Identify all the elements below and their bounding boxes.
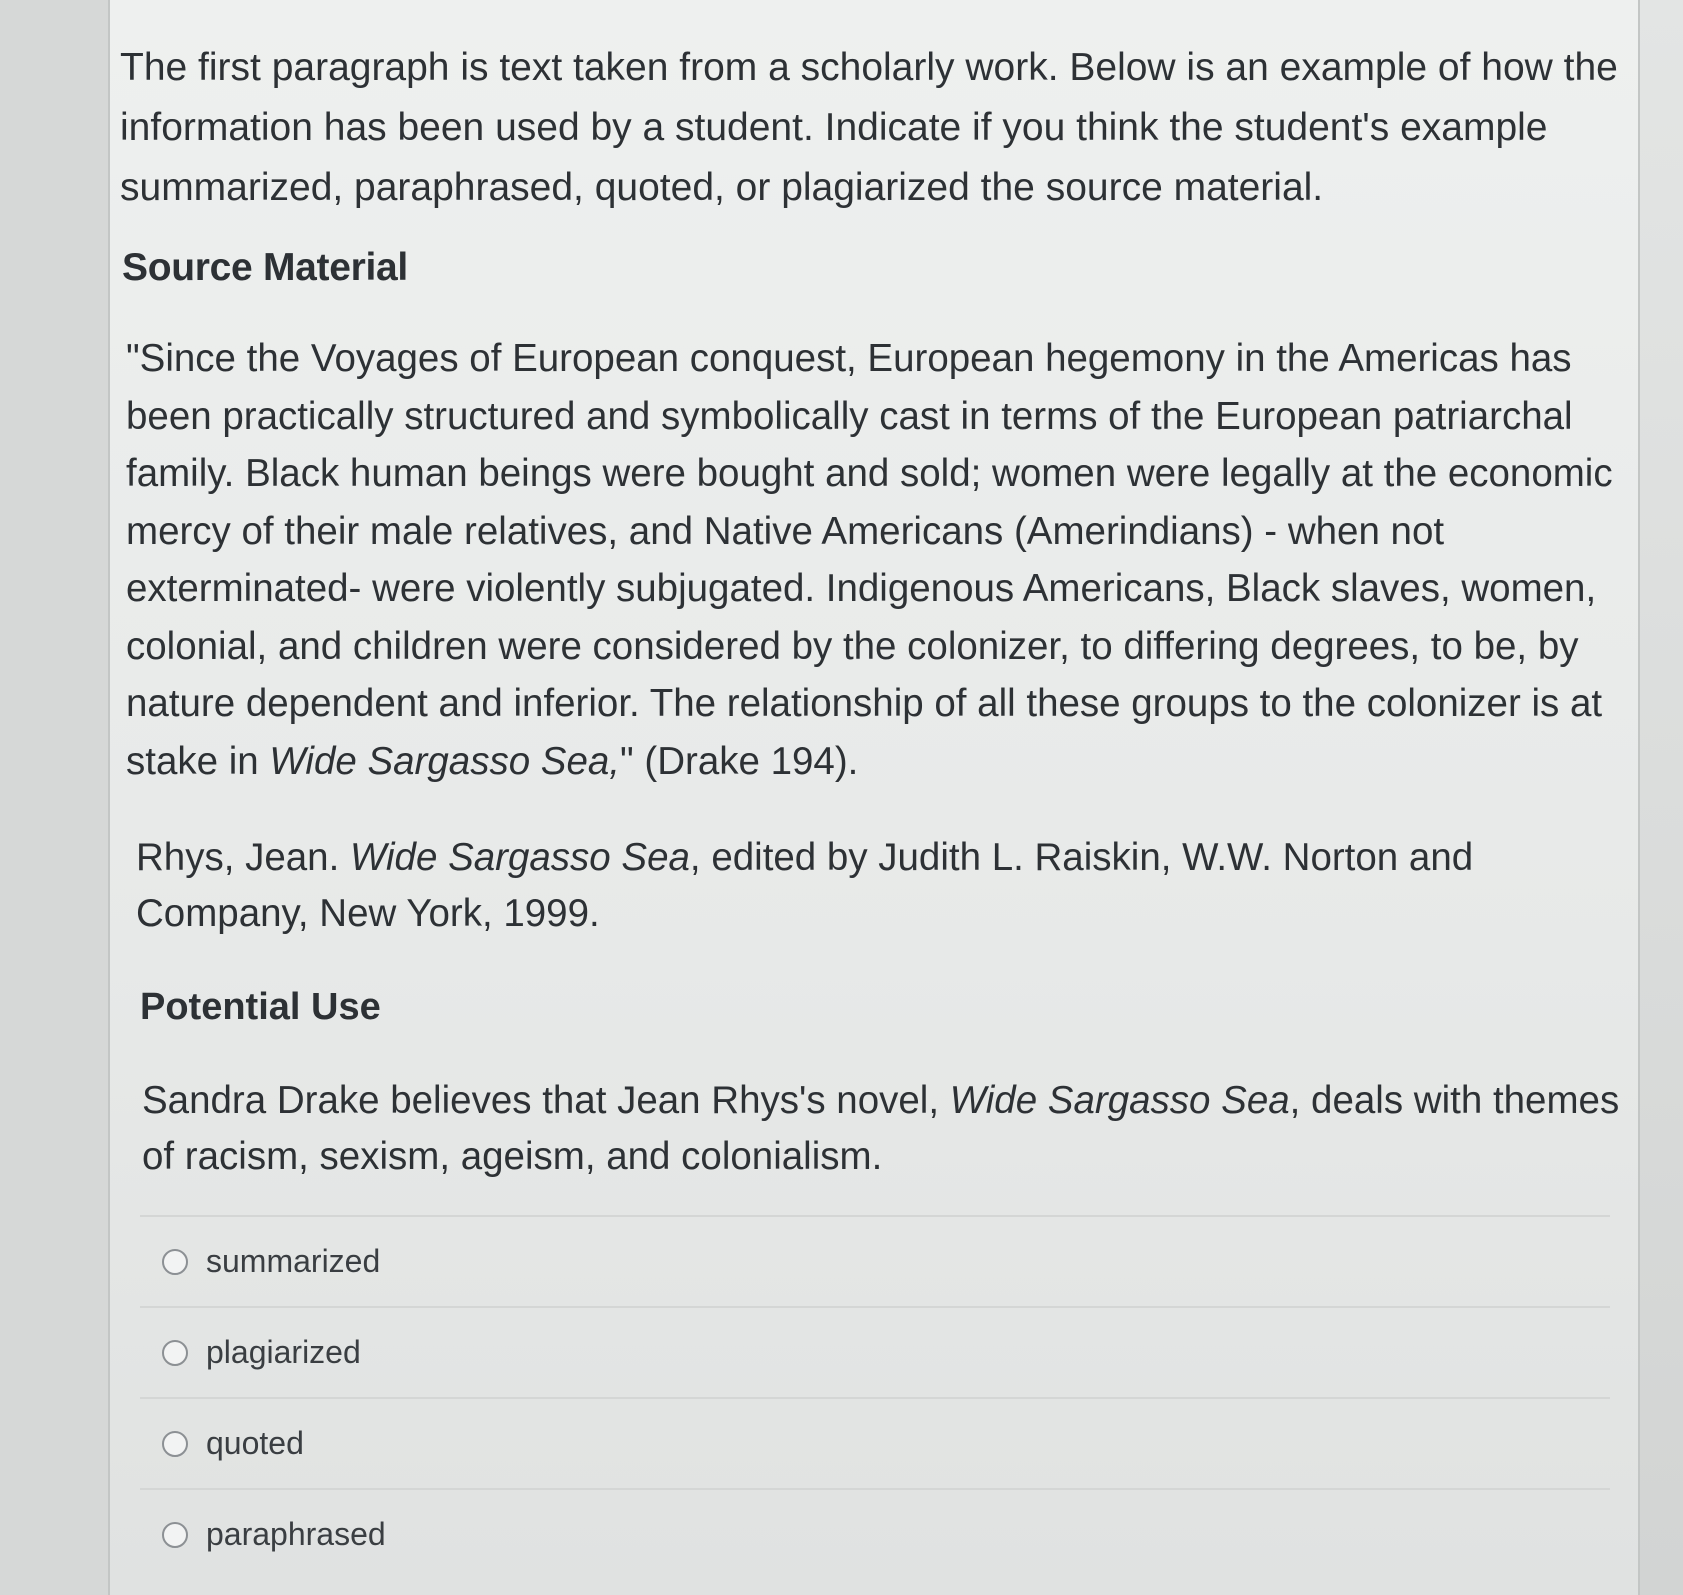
citation-title: Wide Sargasso Sea	[350, 836, 690, 879]
use-text-start: Sandra Drake believes that Jean Rhys's novel,	[142, 1079, 950, 1122]
source-quote	[126, 330, 1640, 790]
use-text-title: Wide Sargasso Sea	[949, 1079, 1290, 1122]
citation-details: , edited by Judith L. Raiskin, W.W. Norton and Company, New York, 1999.	[136, 836, 1474, 935]
potential-use-text	[142, 1073, 1640, 1185]
answer-option-paraphrased[interactable]	[140, 1488, 1610, 1579]
radio-button[interactable]	[162, 1522, 188, 1548]
left-gutter	[0, 0, 108, 1595]
answer-option-quoted[interactable]	[140, 1397, 1610, 1488]
radio-button[interactable]	[162, 1249, 188, 1275]
radio-button[interactable]	[162, 1340, 188, 1366]
answer-option-plagiarized[interactable]	[140, 1306, 1610, 1397]
source-quote-title: Wide Sargasso Sea,	[269, 739, 621, 783]
answer-label: quoted	[206, 1425, 304, 1461]
source-material-heading: Source Material	[122, 246, 408, 289]
source-quote-attribution: " (Drake 194).	[620, 739, 859, 783]
citation-author: Rhys, Jean.	[136, 836, 350, 879]
answer-label: summarized	[206, 1243, 381, 1279]
answer-list	[140, 1215, 1610, 1579]
potential-use-heading: Potential Use	[140, 986, 381, 1028]
answer-option-summarized[interactable]	[140, 1215, 1610, 1306]
question-content	[120, 38, 1640, 1223]
radio-button[interactable]	[162, 1431, 188, 1457]
use-text-end: , deals with themes of racism, sexism, ageism, and colonialism.	[142, 1079, 1620, 1178]
citation	[136, 830, 1640, 942]
answer-label: plagiarized	[206, 1334, 361, 1370]
source-quote-text: "Since the Voyages of European conquest, European hegemony in the Americas has been practically structured and symbolically cast in terms of the European patriarchal family. Black human beings were bought and sold; women were legally at the economic mercy of their male relatives, and Native Americans (Amerindians) - when not exterminated- were violently subjugated. Indigenous Americans, Black slaves, women, colonial, and children were considered by the colonizer, to differing degrees, to be, by nature dependent and inferior. The relationship of all these groups to the colonizer is at stake in	[126, 337, 1613, 783]
question-prompt: The first paragraph is text taken from a scholarly work. Below is an example of how the information has been used by a student. Indicate if you think the student's example summarized, paraphrased, quoted, or plagiarized the source material.	[120, 46, 1618, 209]
answer-label: paraphrased	[206, 1516, 386, 1552]
